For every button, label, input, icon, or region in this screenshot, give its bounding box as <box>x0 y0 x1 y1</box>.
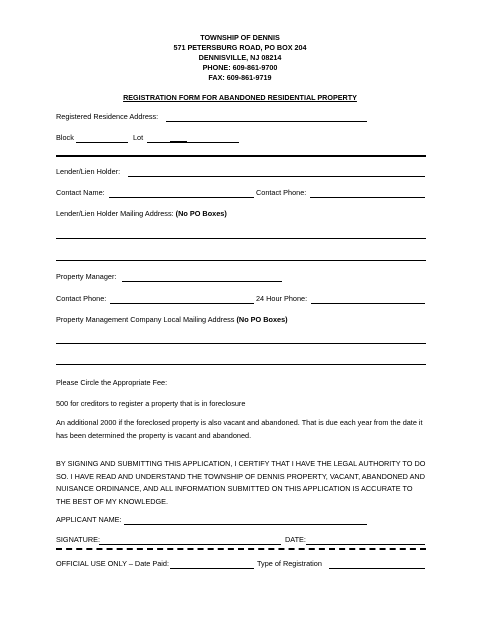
applicant-name-label: APPLICANT NAME: <box>56 515 122 524</box>
township-address: 571 PETERSBURG ROAD, PO BOX 204 <box>173 43 307 52</box>
signature-field[interactable] <box>99 544 281 545</box>
hour24-phone-field[interactable] <box>311 303 425 304</box>
date-paid-label: OFFICIAL USE ONLY – Date Paid: <box>56 559 170 568</box>
date-field[interactable] <box>306 544 425 545</box>
registered-address-field[interactable] <box>166 121 367 122</box>
lot-field-mark <box>170 141 187 143</box>
township-name: TOWNSHIP OF DENNIS <box>200 33 280 42</box>
fee-option-500[interactable]: 500 for creditors to register a property that is in foreclosure <box>56 399 246 408</box>
contact-phone-label: Contact Phone: <box>256 188 307 197</box>
form-title: REGISTRATION FORM FOR ABANDONED RESIDENTIAL PROPERTY <box>123 93 357 102</box>
lender-field[interactable] <box>128 176 425 177</box>
section-divider <box>56 155 426 157</box>
pm-contact-phone-label: Contact Phone: <box>56 294 107 303</box>
signature-label: SIGNATURE: <box>56 535 101 544</box>
contact-name-label: Contact Name: <box>56 188 105 197</box>
contact-phone-field[interactable] <box>310 197 425 198</box>
applicant-name-field[interactable] <box>124 524 367 525</box>
no-po-boxes-note-2: (No PO Boxes) <box>236 315 288 324</box>
township-fax: FAX: 609-861-9719 <box>208 73 272 82</box>
pm-mailing-line-2[interactable] <box>56 364 426 365</box>
lender-mailing-label: Lender/Lien Holder Mailing Address: (No PO Boxes) <box>56 209 227 218</box>
block-field[interactable] <box>76 142 128 143</box>
lot-label: Lot <box>133 133 144 142</box>
pm-mailing-line-1[interactable] <box>56 343 426 344</box>
pm-mailing-label: Property Management Company Local Mailing Address (No PO Boxes) <box>56 315 288 324</box>
pm-contact-phone-field[interactable] <box>110 303 254 304</box>
date-paid-field[interactable] <box>170 568 254 569</box>
no-po-boxes-note: (No PO Boxes) <box>175 209 227 218</box>
registration-type-label: Type of Registration <box>257 559 322 568</box>
certification-text: BY SIGNING AND SUBMITTING THIS APPLICATION, I CERTIFY THAT I HAVE THE LEGAL AUTHORITY TO DO SO. I HAVE READ AND UNDERSTAND THE TOWNSHIP OF DENNIS PROPERTY, VACANT, ABANDONED AND NUISANCE ORDINANCE, AND ALL INFORMATION SUBMITTED ON THIS APPLICATION IS ACCURATE TO THE BEST OF MY KNOWLEDGE. <box>56 459 426 506</box>
date-label: DATE: <box>285 535 306 544</box>
township-phone: PHONE: 609-861-9700 <box>202 63 278 72</box>
lot-field[interactable] <box>147 142 239 143</box>
fee-option-2000[interactable]: An additional 2000 if the foreclosed property is also vacant and abandoned. That is due each year from the date it has been determined the property is vacant and abandoned. <box>56 418 423 440</box>
block-label: Block <box>56 133 74 142</box>
official-use-divider <box>56 548 426 550</box>
registered-address-label: Registered Residence Address: <box>56 112 159 121</box>
lender-mailing-line-1[interactable] <box>56 238 426 239</box>
fee-instruction: Please Circle the Appropriate Fee: <box>56 378 168 387</box>
lender-mailing-line-2[interactable] <box>56 260 426 261</box>
hour24-phone-label: 24 Hour Phone: <box>256 294 308 303</box>
registration-type-field[interactable] <box>329 568 425 569</box>
township-city: DENNISVILLE, NJ 08214 <box>198 53 282 62</box>
property-manager-field[interactable] <box>122 281 282 282</box>
lender-label: Lender/Lien Holder: <box>56 167 121 176</box>
property-manager-label: Property Manager: <box>56 272 117 281</box>
contact-name-field[interactable] <box>109 197 254 198</box>
